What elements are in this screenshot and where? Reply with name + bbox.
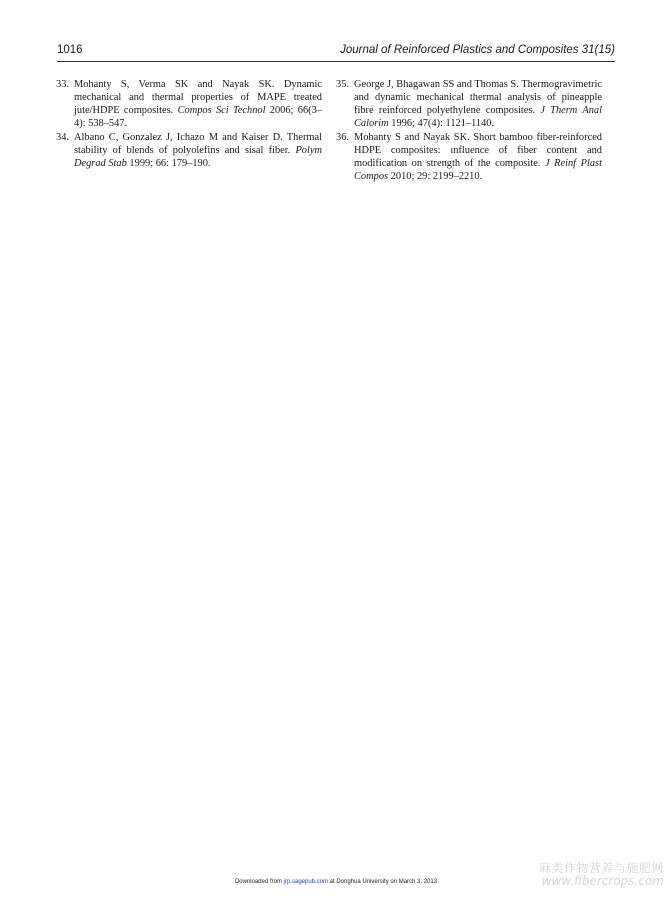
reference-details: 1999; 66: 179–190. [126,158,211,169]
references-left-column [56,78,322,171]
reference-number: 35. [336,79,349,90]
reference-journal: Polym Degrad Stab [74,145,322,169]
reference-text: Albano C, Gonzalez J, Ichazo M and Kaiser D. Thermal stability of blends of polyolefins and sisal fiber. [74,132,322,156]
reference-text: George J, Bhagawan SS and Thomas S. Thermogravimetric and dynamic mechanical thermal analysis of pineapple fibre reinforced polyethylene composites. [354,79,602,116]
reference-details: 2006; 66(3–4): 538–547. [74,105,322,129]
watermark-chinese-text: 麻类作物营养与施肥网 [538,861,664,875]
journal-title: Journal of Reinforced Plastics and Composites 31(15) [340,44,615,56]
reference-journal: J Reinf Plast Compos [354,158,602,182]
reference-text: Mohanty S and Nayak SK. Short bamboo fiber-reinforced HDPE composites: ınfluence of fiber content and modification on strength of the composite. [354,132,602,169]
footer-prefix: Downloaded from [234,879,284,885]
reference-number: 36. [336,132,349,143]
reference-text: Mohanty S, Verma SK and Nayak SK. Dynamic mechanical and thermal properties of MAPE treated jute/HDPE composites. [74,79,322,116]
watermark-url: www.fibercrops.com [541,874,664,888]
reference-34 [56,131,322,170]
reference-36 [336,131,602,183]
reference-details: 2010; 29: 2199–2210. [388,171,483,182]
reference-33 [56,78,322,130]
page-number: 1016 [57,44,83,56]
references-right-column [336,78,602,184]
reference-details: 1996; 47(4): 1121–1140. [388,118,495,129]
footer-suffix: at Donghua University on March 3, 2013 [328,879,438,885]
running-header [57,44,615,60]
reference-35 [336,78,602,130]
reference-journal: J Therm Anal Calorim [354,105,602,129]
watermark [539,862,664,888]
footer-link[interactable]: jrp.sagepub.com [283,879,328,885]
reference-number: 34. [56,132,69,143]
reference-number: 33. [56,79,69,90]
reference-journal: Compos Sci Technol [177,105,266,116]
header-rule [57,61,615,62]
